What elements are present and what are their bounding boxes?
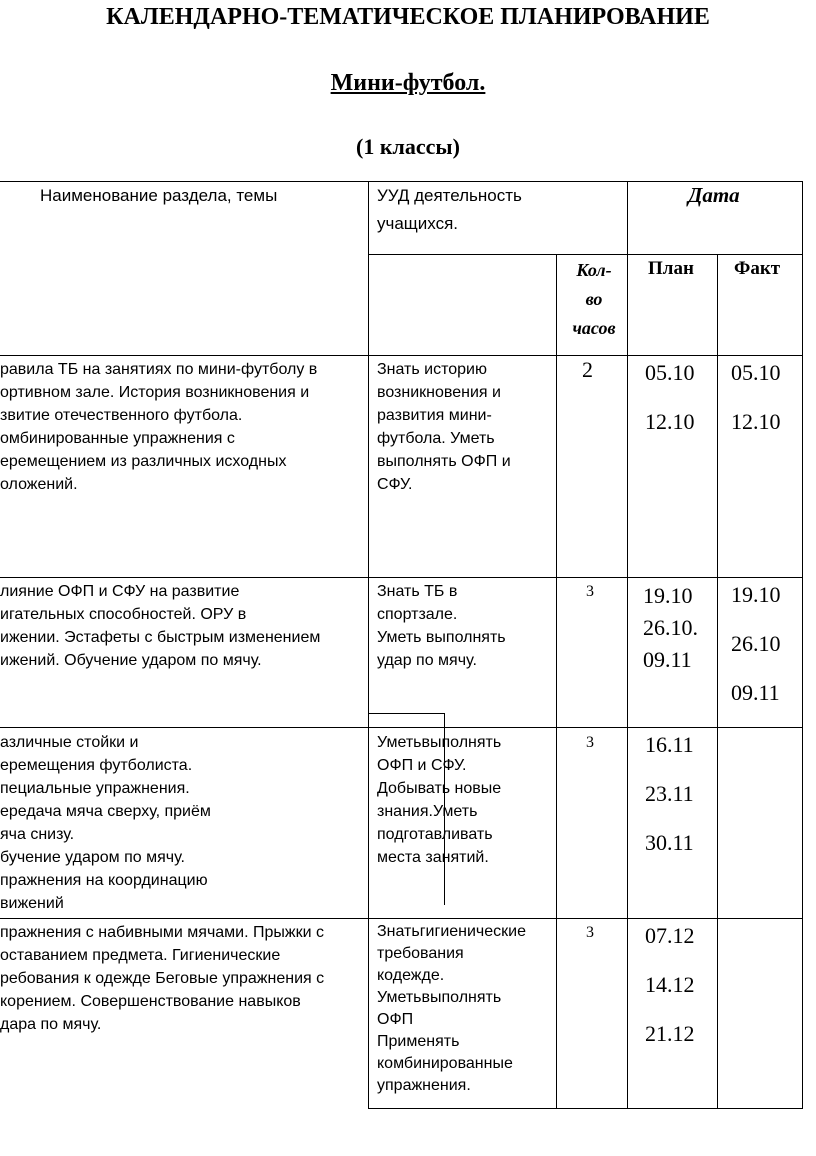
fact-dates: 19.10 26.10 09.11 xyxy=(731,582,781,705)
column-header-hours: Кол- во часов xyxy=(572,260,616,338)
document-grade: (1 классы) xyxy=(356,134,460,159)
uud-cell: Уметьвыполнять ОФП и СФУ. Добывать новые знания.Уметь подготавливать места занятий. xyxy=(377,734,502,866)
plan-dates: 19.10 26.10. 09.11 xyxy=(643,583,698,672)
column-header-fact: Факт xyxy=(734,258,781,279)
uud-cell: Знать ТБ в спортзале. Уметь выполнять удар по мячу. xyxy=(377,583,506,669)
plan-dates: 16.11 23.11 30.11 xyxy=(645,732,694,855)
column-header-topic: Наименование раздела, темы xyxy=(40,186,278,205)
hours-cell: 3 xyxy=(586,583,594,600)
fact-dates: 05.10 12.10 xyxy=(731,360,781,434)
document-subtitle: Мини-футбол. xyxy=(330,70,486,96)
column-header-plan: План xyxy=(648,258,694,279)
plan-dates: 05.10 12.10 xyxy=(645,360,695,434)
topic-cell: пражнения с набивными мячами. Прыжки с оставанием предмета. Гигиенические ребования к одежде Беговые упражнения с корением. Совершенствование навыков дара по мячу. xyxy=(0,924,325,1033)
document-title: КАЛЕНДАРНО-ТЕМАТИЧЕСКОЕ ПЛАНИРОВАНИЕ xyxy=(106,4,710,30)
hours-cell: 3 xyxy=(586,734,594,751)
column-header-uud: УУД деятельность учащихся. xyxy=(377,186,522,233)
topic-cell: лияние ОФП и СФУ на развитие игательных способностей. ОРУ в ижении. Эстафеты с быстрым изменением ижений. Обучение ударом по мячу. xyxy=(0,583,321,669)
uud-cell: Знать историю возникновения и развития мини- футбола. Уметь выполнять ОФП и СФУ. xyxy=(377,361,511,493)
uud-cell: Знатьгигиенические требования кодежде. Уметьвыполнять ОФП Применять комбинированные упражнения. xyxy=(377,923,526,1094)
hours-cell: 3 xyxy=(586,924,594,941)
plan-dates: 07.12 14.12 21.12 xyxy=(645,923,695,1046)
column-header-date: Дата xyxy=(688,183,740,207)
topic-cell: равила ТБ на занятиях по мини-футболу в ортивном зале. История возникновения и звитие отечественного футбола. омбинированные упражнения с еремещением из различных исходных оложений. xyxy=(0,361,318,493)
topic-cell: азличные стойки и еремещения футболиста. пециальные упражнения. ередача мяча сверху, приём яча снизу. бучение ударом по мячу. пражнения на координацию вижений xyxy=(0,734,211,912)
hours-cell: 2 xyxy=(582,357,593,382)
